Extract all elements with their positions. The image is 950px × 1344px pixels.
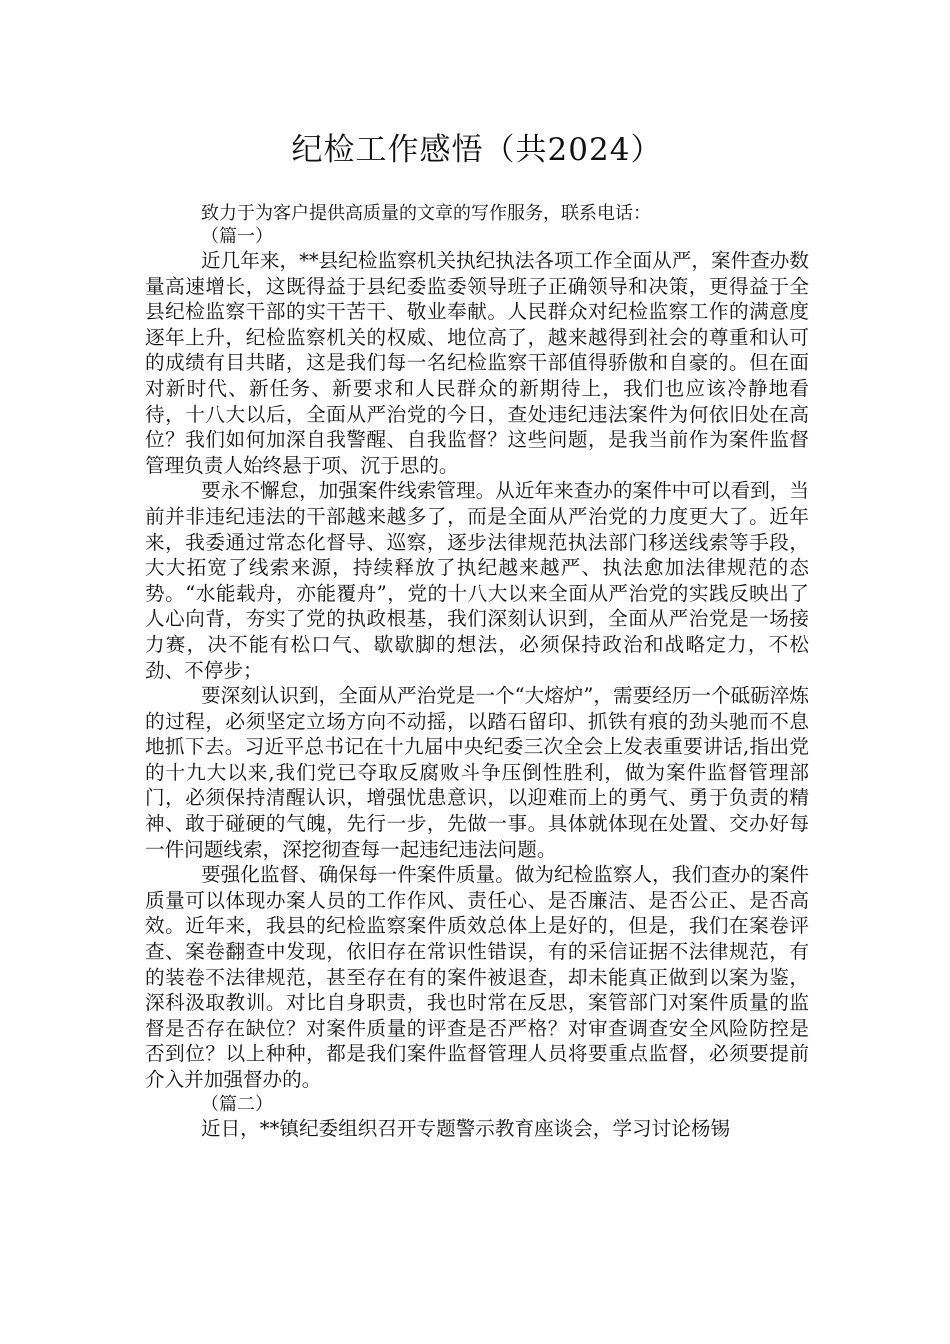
- document-title: 纪检工作感悟（共2024）: [291, 132, 663, 168]
- document-page: [145, 128, 809, 1141]
- paragraph: 要深刻认识到，全面从严治党是一个“大熔炉”，需要经历一个砥砺淬炼的过程，必须坚定立场方向不动摇，以踏石留印、抓铁有痕的劲头驰而不息地抓下去。习近平总书记在十九届中央纪委三次全会上发表重要讲话,指出党的十九大以来,我们党已夺取反腐败斗争压倒性胜利，做为案件监督管理部门，必须保持清醒认识，增强忧患意识，以迎难而上的勇气、勇于负责的精神、敢于碰硬的气魄，先行一步，先做一事。具体就体现在处置、交办好每一件问题线索，深挖彻查每一起违纪违法问题。: [145, 684, 809, 861]
- paragraph: 要永不懈怠，加强案件线索管理。从近年来查办的案件中可以看到，当前并非违纪违法的干部越来越多了，而是全面从严治党的力度更大了。近年来，我委通过常态化督导、巡察，逐步法律规范执法部门移送线索等手段，大大拓宽了线索来源，持续释放了执纪越来越严、执法愈加法律规范的态势。“水能载舟，亦能覆舟”，党的十八大以来全面从严治党的实践反映出了人心向背，夯实了党的执政根基，我们深刻认识到，全面从严治党是一场接力赛，决不能有松口气、歇歇脚的想法，必须保持政治和战略定力，不松劲、不停步；: [145, 479, 809, 682]
- paragraph: 近几年来，**县纪检监察机关执纪执法各项工作全面从严，案件查办数量高速增长，这既得益于县纪委监委领导班子正确领导和决策，更得益于全县纪检监察干部的实干苦干、敬业奉献。人民群众对纪检监察工作的满意度逐年上升，纪检监察机关的权威、地位高了，越来越得到社会的尊重和认可的成绩有目共睹，这是我们每一名纪检监察干部值得骄傲和自豪的。但在面对新时代、新任务、新要求和人民群众的新期待上，我们也应该冷静地看待，十八大以后，全面从严治党的今日，查处违纪违法案件为何依旧处在高位？我们如何加深自我警醒、自我监督？这些问题，是我当前作为案件监督管理负责人始终悬于项、沉于思的。: [145, 249, 809, 477]
- section-label-2: （篇二）: [201, 1093, 273, 1115]
- section-label-1: （篇一）: [201, 226, 273, 247]
- intro-line: 致力于为客户提供高质量的文章的写作服务，联系电话：: [201, 203, 651, 224]
- paragraph: 近日，**镇纪委组织召开专题警示教育座谈会，学习讨论杨锡: [201, 1116, 731, 1140]
- paragraph: 要强化监督、确保每一件案件质量。做为纪检监察人，我们查办的案件质量可以体现办案人员的工作作风、责任心、是否廉洁、是否公正、是否高效。近年来，我县的纪检监察案件质效总体上是好的，但是，我们在案卷评查、案卷翻查中发现，依旧存在常识性错误，有的采信证据不法律规范，有的装卷不法律规范，甚至存在有的案件被退查，却未能真正做到以案为鉴，深科汲取教训。对比自身职责，我也时常在反思，案管部门对案件质量的监督是否存在缺位？对案件质量的评查是否严格？对审查调查安全风险防控是否到位？以上种种，都是我们案件监督管理人员将要重点监督，必须要提前介入并加强督办的。: [145, 863, 809, 1091]
